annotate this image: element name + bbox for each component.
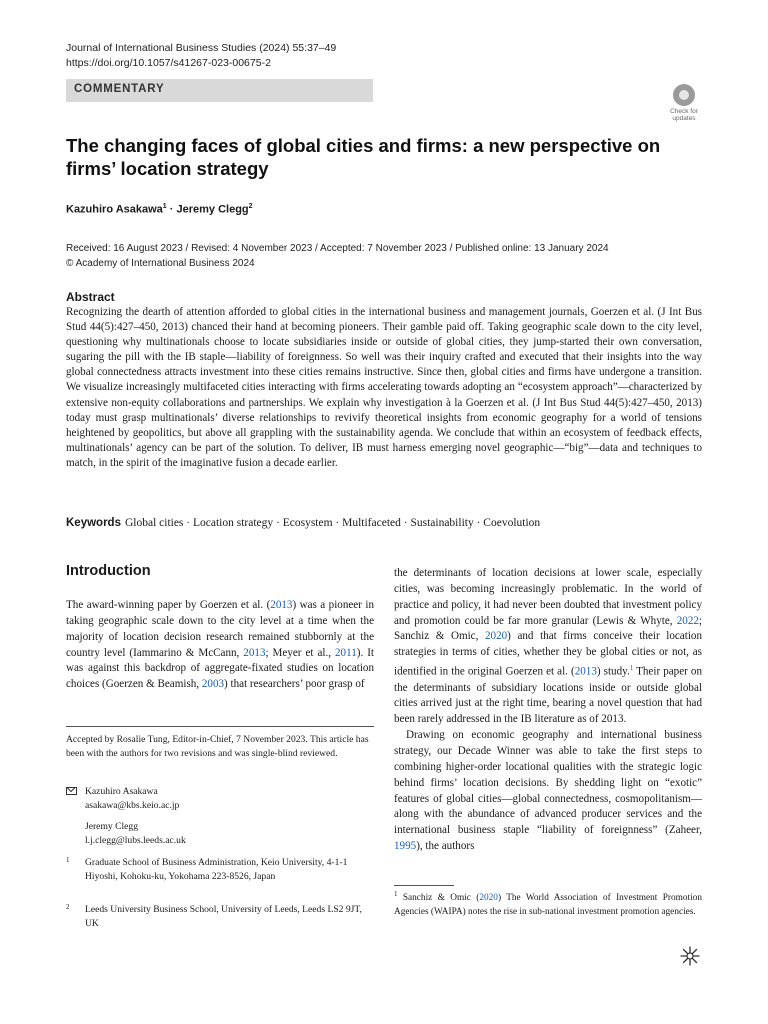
affiliation-marker: 2 — [248, 203, 253, 210]
citation-link[interactable]: 2022 — [676, 614, 699, 627]
citation-link[interactable]: 2013 — [574, 665, 597, 678]
history-dates: Received: 16 August 2023 / Revised: 4 November 2023 / Accepted: 7 November 2023 / Published online: 13 January 2024 — [66, 243, 609, 254]
contact-email[interactable]: asakawa@kbs.keio.ac.jp — [85, 800, 180, 811]
citation-link[interactable]: 2011 — [334, 646, 357, 659]
affiliation-text: Graduate School of Business Administration, Keio University, 4-1-1 Hiyoshi, Kohoku-ku, Yokohama 223-8526, Japan — [85, 857, 348, 882]
abstract-heading: Abstract — [66, 290, 115, 304]
doi-link[interactable]: https://doi.org/10.1057/s41267-023-00675-2 — [66, 57, 271, 69]
citation-link[interactable]: 2013 — [243, 646, 266, 659]
contact-name: Jeremy Clegg — [85, 821, 139, 832]
footnote-divider — [394, 885, 454, 886]
notes-divider — [66, 726, 374, 727]
body-column-right — [394, 566, 702, 855]
affiliation-marker: 1 — [162, 203, 167, 210]
article-title: The changing faces of global cities and firms: a new perspective on firms’ location strategy — [66, 135, 661, 179]
body-column-left — [66, 598, 374, 693]
copyright: © Academy of International Business 2024 — [66, 258, 255, 269]
affiliation-text: Leeds University Business School, University of Leeds, Leeds LS2 9JT, UK — [85, 904, 362, 929]
journal-header — [66, 41, 336, 71]
publication-dates — [66, 241, 609, 271]
citation-link[interactable]: 2020 — [484, 630, 508, 643]
author-separator: · — [166, 203, 177, 216]
citation-link[interactable]: 2013 — [270, 599, 293, 611]
citation-link[interactable]: 2003 — [201, 678, 225, 691]
citation-link[interactable]: 2020 — [479, 893, 498, 904]
check-for-updates-label: Check for updates — [670, 108, 698, 122]
footnote-number: 1 — [394, 890, 398, 898]
footnote: $^1$ Sanchiz & Omic (2020) The World Association of Investment Promotion Agencies (WAIPA) notes the rise in sub-national investment promotion agencies. — [394, 890, 702, 917]
editor-note: Accepted by Rosalie Tung, Editor-in-Chief, 7 November 2023. This article has been with the authors for two revisions and was single-blind reviewed. — [66, 734, 369, 759]
keywords-label: Keywords — [66, 517, 121, 529]
abstract-text: Recognizing the dearth of attention afforded to global cities in the international business and management journals, Goerzen et al. (J Int Bus Stud 44(5):427–450, 2013) chanced their hand at becoming pioneers. Their gamble paid off. Taking geographic scale down to the city level, questioning why multinationals choose to locate subsidiaries inside or outside of global cities, they jump-started their own conversation, sugaring the pill with the IB staple—liability of foreignness. So well was their inquiry crafted and executed that their insights into the way global connectedness attracts investment into these cities remains instructive. Since then, global cities and firms have undergone a transition. We visualize increasingly multifaceted cities interacting with firms accelerating towards adopting an “ecosystem approach”—characterized by extensive non-equity collaborations and partnerships. We explain why investigation à la Goerzen et al. (J Int Bus Stud 44(5):427–450, 2013) today must grasp multinationals’ diverse relationships to revivify theoretical insights from economic geography for a world of tensions heightened by geopolitics, but above all grappling with the sustainability agenda. We conclude that within an ecosystem of feedback effects, multinationals’ agency can be part of the solution. To deliver, IB must harness emerging novel geographic—“big”—data and techniques to match, in the spirit of the imaginative fusion a decade earlier. — [66, 306, 702, 469]
section-banner — [66, 79, 373, 102]
envelope-icon — [66, 787, 77, 795]
footnote-marker[interactable]: 1 — [629, 664, 634, 673]
section-label: COMMENTARY — [74, 83, 165, 95]
paragraph: The award-winning paper by Goerzen et al. (2013) was a pioneer in taking geographic scale down to the city level at a time when the majority of location decision research remained stubbornly at the country level (Iammarino & McCann, 2013; Meyer et al., 2011). It was against this backdrop of aggregate-fixated studies on location choices (Goerzen & Beamish, 2003) that researchers’ poor grasp of — [66, 599, 374, 691]
contact-name: Kazuhiro Asakawa — [85, 786, 158, 797]
author-name[interactable]: Kazuhiro Asakawa — [66, 203, 163, 216]
citation-link[interactable]: 1995 — [394, 840, 417, 853]
corresponding-contacts — [66, 785, 374, 848]
paragraph: Drawing on economic geography and international business strategy, our Decade Winner was able to take the first steps to combining higher-order locational qualities with the strategic logic behind firms’ location decisions. By shedding light on “exotic” features of global cities—global connectedness, cosmopolitanism—along with the abundance of advanced producer services and the international business staple “liability of foreignness” (Zaheer, 1995), the authors — [394, 729, 702, 853]
springer-horse-logo-icon — [680, 946, 700, 966]
contact-email[interactable]: l.j.clegg@lubs.leeds.ac.uk — [85, 835, 186, 846]
affiliation-number: 1 — [66, 856, 70, 864]
author-list — [66, 203, 253, 216]
affiliation-number: 2 — [66, 903, 70, 911]
journal-citation: Journal of International Business Studies (2024) 55:37–49 — [66, 42, 337, 54]
check-for-updates-icon — [673, 84, 695, 106]
keywords-list: Global cities · Location strategy · Ecosystem · Multifaceted · Sustainability · Coevolution — [124, 517, 541, 529]
author-name[interactable]: Jeremy Clegg — [176, 203, 249, 216]
keywords — [66, 517, 540, 529]
introduction-heading: Introduction — [66, 563, 151, 579]
check-for-updates-badge[interactable] — [664, 84, 704, 124]
paragraph: the determinants of location decisions at lower scale, especially cities, was becoming increasingly problematic. In the world of practice and policy, it had never been doubted that investment policy and promotion could be far more granular (Lewis & Whyte, 2022; Sanchiz & Omic, 2020) and that firms conceive their location strategies in terms of cities, whether they be global cities or not, as identified in the original Goerzen et al. (2013) study.$^1$ Their paper on the determinants of subsidiary locations inside or outside global cities arrived just at the right time, bearing a novel question that had been rarely addressed in the IB literature as of 2013. — [394, 567, 702, 726]
